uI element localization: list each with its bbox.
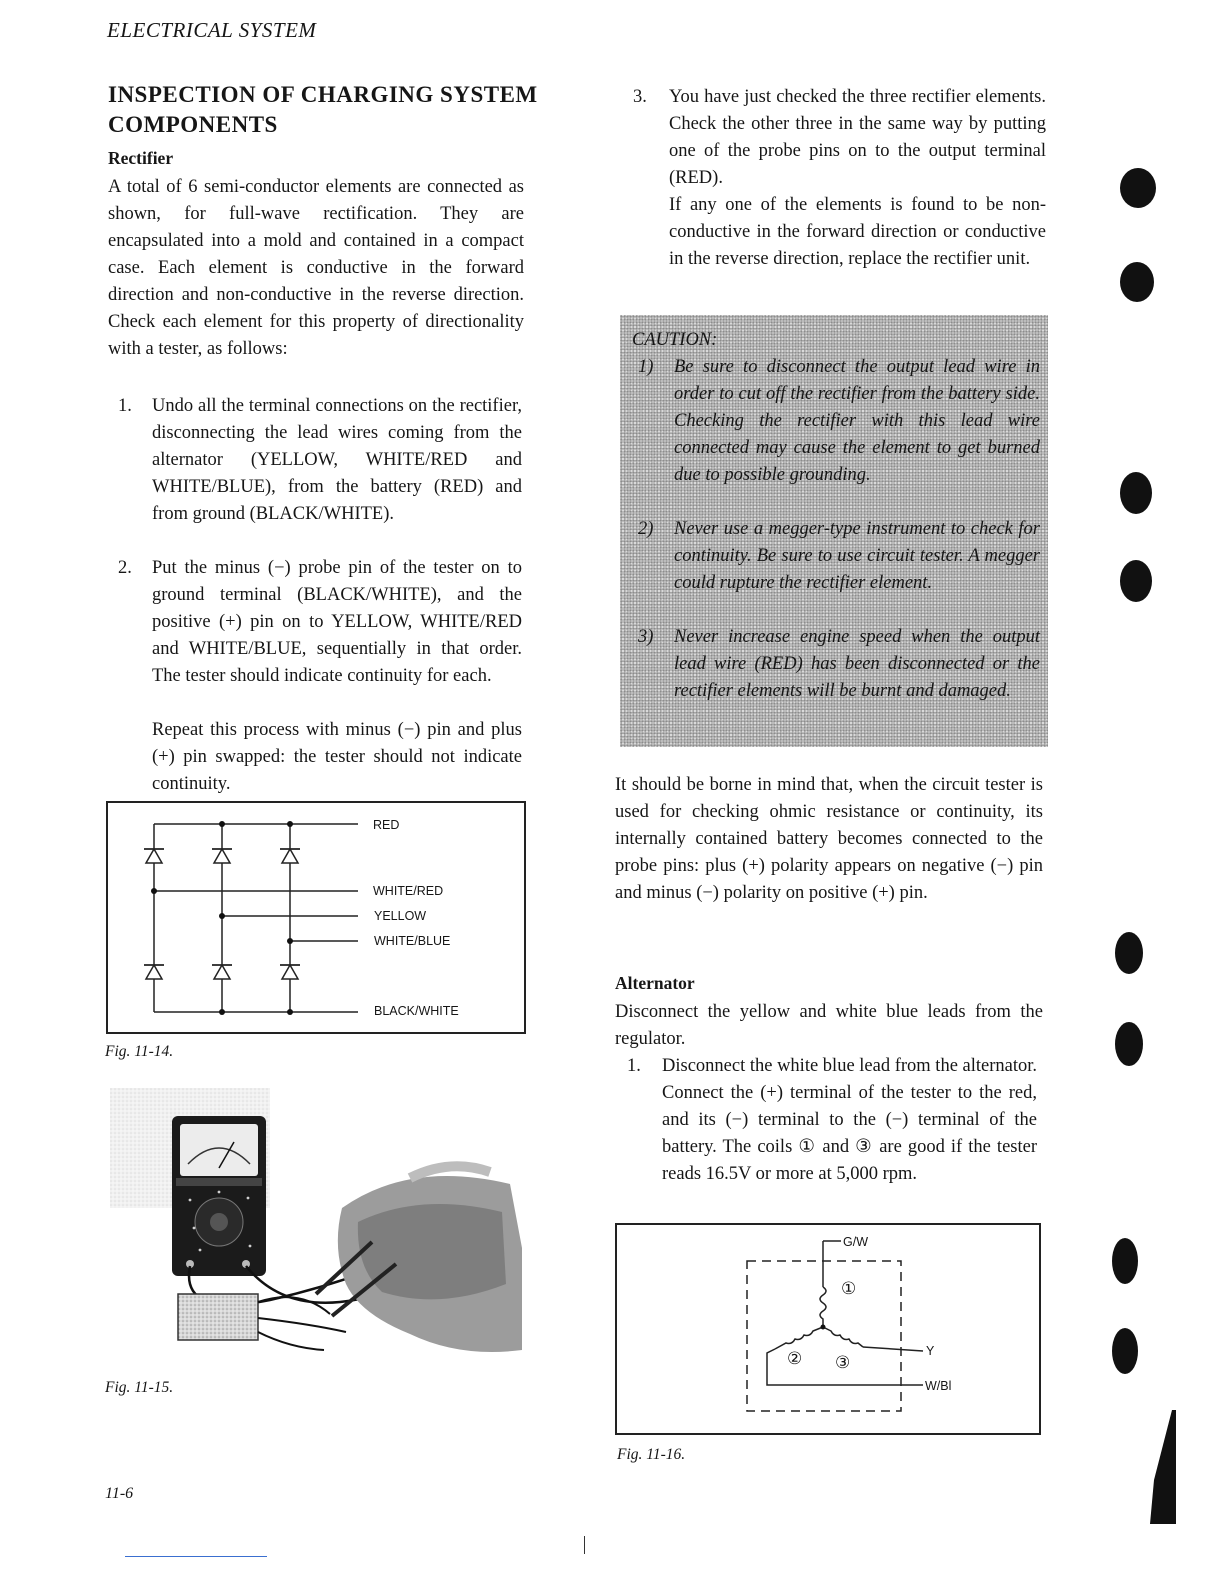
coil-2-label: ② xyxy=(787,1349,803,1368)
coil-1-label: ① xyxy=(841,1279,857,1298)
binder-hole xyxy=(1115,1022,1143,1066)
label-wbl: W/Bl xyxy=(925,1379,952,1393)
label-y: Y xyxy=(926,1344,935,1358)
alternator-heading: Alternator xyxy=(615,973,695,993)
label-red: RED xyxy=(373,818,400,832)
section-title: INSPECTION OF CHARGING SYSTEM COMPONENTS xyxy=(108,82,538,137)
binding-edge-mark xyxy=(1150,1410,1176,1524)
label-black-white: BLACK/WHITE xyxy=(374,1004,459,1018)
alternator-intro: Disconnect the yellow and white blue leads from the regulator. xyxy=(615,1002,1043,1049)
alternator-step-1: Disconnect the white blue lead from the alternator. Connect the (+) terminal of the tester to the red, and its (−) terminal to the (−) terminal of the battery. The coils ① and ③ are good if the tester reads 16.5V or more at 5,000 rpm. xyxy=(662,1056,1038,1184)
alternator-diagram xyxy=(615,1223,1041,1435)
caution-number: 3) xyxy=(638,627,654,647)
coil-3-label: ③ xyxy=(835,1353,851,1372)
footer-rule xyxy=(125,1556,267,1557)
step-number: 2. xyxy=(118,558,132,578)
binder-hole xyxy=(1120,472,1152,514)
caution-item-2: Never use a megger-type instrument to check for continuity. Be sure to use circuit tester. A megger could rupture the rectifier element. xyxy=(674,519,1040,593)
label-yellow: YELLOW xyxy=(374,909,427,923)
binder-hole xyxy=(1120,262,1154,302)
label-white-blue: WHITE/BLUE xyxy=(374,934,451,948)
rectifier-circuit xyxy=(108,803,524,1032)
scan-mark xyxy=(584,1536,585,1554)
rectifier-diagram xyxy=(106,801,526,1034)
label-white-red: WHITE/RED xyxy=(373,884,444,898)
caution-number: 1) xyxy=(638,357,654,377)
figure-caption: Fig. 11-15. xyxy=(105,1379,174,1396)
rectifier-intro: A total of 6 semi-conductor elements are connected as shown, for full-wave rectification. They are encapsulated into a mold and contained in a compact case. Each element is conductive in the forward direction and non-conductive in the reverse direction. Check each element for this property of directionality with a tester, as follows: xyxy=(108,177,524,359)
multimeter-photo-illustration xyxy=(110,1088,522,1370)
rectifier-step-3: You have just checked the three rectifier elements. Check the other three in the same way by putting one of the probe pins on to the output terminal (RED). xyxy=(669,87,1046,188)
figure-caption: Fig. 11-14. xyxy=(105,1043,174,1060)
rectifier-heading: Rectifier xyxy=(108,148,174,168)
step-number: 3. xyxy=(633,87,647,107)
rectifier-step-2-repeat: Repeat this process with minus (−) pin and plus (+) pin swapped: the tester should not indicate continuity. xyxy=(152,720,522,794)
label-gw: G/W xyxy=(843,1235,868,1249)
page-number: 11-6 xyxy=(105,1485,134,1502)
caution-box xyxy=(620,315,1048,747)
binder-hole xyxy=(1120,168,1156,208)
tester-polarity-note: It should be borne in mind that, when the circuit tester is used for checking ohmic resistance or continuity, its internally contained battery becomes connected to the probe pins: plus (+) polarity appears on negative (−) pin and minus (−) polarity on positive (+) pin. xyxy=(615,775,1043,903)
rectifier-step-2: Put the minus (−) probe pin of the tester on to ground terminal (BLACK/WHITE), and the positive (+) pin on to YELLOW, WHITE/RED and WHITE/BLUE, sequentially in that order. The tester should indicate continuity for each. xyxy=(152,558,522,686)
figure-caption: Fig. 11-16. xyxy=(617,1446,686,1463)
tester-photo xyxy=(110,1088,522,1370)
step-number: 1. xyxy=(118,396,132,416)
running-header: ELECTRICAL SYSTEM xyxy=(107,18,317,42)
step-number: 1. xyxy=(627,1056,641,1076)
binder-hole xyxy=(1115,932,1143,974)
binder-hole xyxy=(1120,560,1152,602)
caution-number: 2) xyxy=(638,519,654,539)
binder-hole xyxy=(1112,1238,1138,1284)
alternator-coil-schematic xyxy=(617,1225,1039,1433)
caution-item-3: Never increase engine speed when the output lead wire (RED) has been disconnected or the rectifier elements will be burnt and damaged. xyxy=(674,627,1040,701)
caution-item-1: Be sure to disconnect the output lead wire in order to cut off the rectifier from the battery side. Checking the rectifier with this lead wire connected may cause the element to get burned due to possible grounding. xyxy=(674,357,1040,485)
binder-hole xyxy=(1112,1328,1138,1374)
caution-title: CAUTION: xyxy=(632,330,718,350)
rectifier-step-1: Undo all the terminal connections on the rectifier, disconnecting the lead wires coming from the alternator (YELLOW, WHITE/RED and WHITE/BLUE), from the battery (RED) and from ground (BLACK/WHITE). xyxy=(152,396,522,524)
rectifier-step-3-replace: If any one of the elements is found to be non-conductive in the forward direction or conductive in the reverse direction, replace the rectifier unit. xyxy=(669,195,1046,269)
